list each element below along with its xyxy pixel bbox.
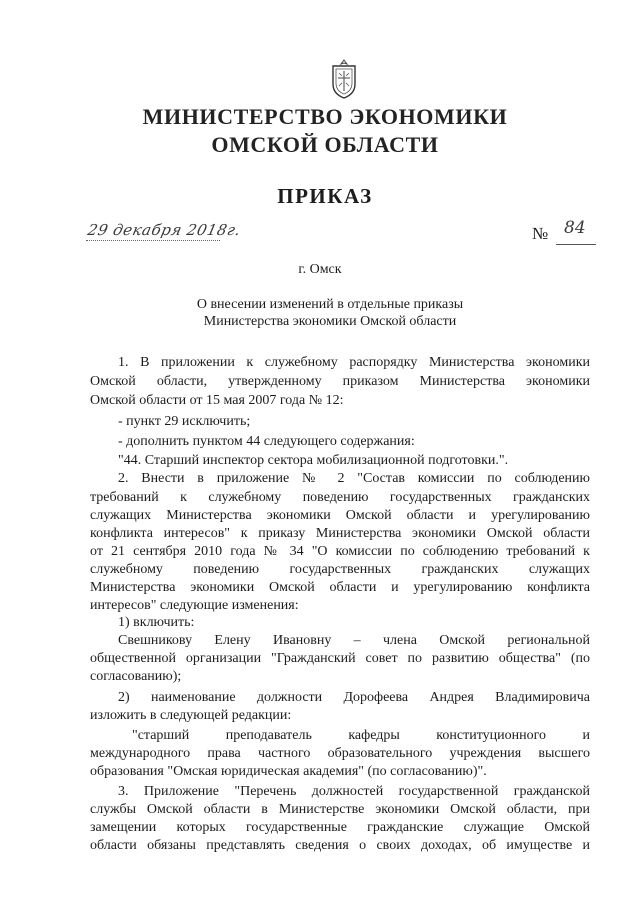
coat-of-arms-emblem	[328, 58, 360, 100]
body-line: Омской области, утвержденному приказом Министерства экономики	[90, 374, 590, 389]
body-line: образования "Омская юридическая академия" (по согласованию)".	[90, 764, 487, 779]
body-line: 2. Внести в приложение № 2 "Состав комиссии по соблюдению	[118, 471, 590, 486]
body-line: - дополнить пунктом 44 следующего содержания:	[118, 434, 415, 449]
body-line: от 21 сентября 2010 года № 34 "О комиссии по соблюдению требований к	[90, 544, 590, 559]
subject-line2: Министерства экономики Омской области	[203, 314, 457, 329]
body-line: общественной организации "Гражданский совет по развитию общества" (по	[90, 651, 590, 666]
body-line: изложить в следующей редакции:	[90, 708, 292, 723]
subject-line1: О внесении изменений в отдельные приказы	[196, 297, 464, 312]
body-line: 1) включить:	[118, 615, 195, 630]
body-line: "44. Старший инспектор сектора мобилизационной подготовки.".	[118, 453, 509, 468]
body-line: согласованию);	[90, 669, 182, 684]
body-line: 1. В приложении к служебному распорядку Министерства экономики	[118, 355, 590, 370]
body-line: служебному поведению государственных гражданских служащих	[90, 562, 590, 577]
city-line: г. Омск	[298, 262, 342, 277]
body-line: интересов" следующие изменения:	[90, 598, 299, 613]
body-line: служащих Министерства экономики Омской области и урегулированию	[90, 508, 590, 523]
ministry-title-line1: МИНИСТЕРСТВО ЭКОНОМИКИ	[142, 104, 508, 129]
body-line: 3. Приложение "Перечень должностей государственной гражданской	[118, 784, 590, 799]
ministry-title-line2: ОМСКОЙ ОБЛАСТИ	[211, 132, 439, 157]
body-line: международного права частного образовательного учреждения высшего	[90, 746, 590, 761]
body-line: конфликта интересов" к приказу Министерства экономики Омской области	[90, 526, 590, 541]
body-line: службы Омской области в Министерстве экономики Омской области, при	[90, 802, 590, 817]
body-line: Министерства экономики Омской области и урегулированию конфликта	[90, 580, 590, 595]
order-subject	[160, 296, 500, 330]
handwritten-number: 84	[564, 218, 586, 238]
body-line: требований к служебному поведению государственных гражданских	[90, 490, 590, 505]
document-type-heading: ПРИКАЗ	[277, 184, 373, 208]
number-label: №	[532, 224, 549, 243]
body-line: замещении которых государственные гражданские служащие Омской	[90, 820, 590, 835]
number-underline	[556, 244, 596, 245]
body-line: области обязаны представлять сведения о своих доходах, об имуществе и	[90, 838, 590, 853]
body-line: 2) наименование должности Дорофеева Андрея Владимировича	[118, 690, 590, 705]
body-line: Свешникову Елену Ивановну – члена Омской региональной	[118, 633, 590, 648]
handwritten-date: 29 декабря 2018г.	[86, 221, 243, 239]
body-line: Омской области от 15 мая 2007 года № 12:	[90, 393, 344, 408]
date-underline	[86, 240, 220, 241]
body-line: - пункт 29 исключить;	[118, 414, 251, 429]
body-line: "старший преподаватель кафедры конституционного и	[132, 728, 590, 743]
